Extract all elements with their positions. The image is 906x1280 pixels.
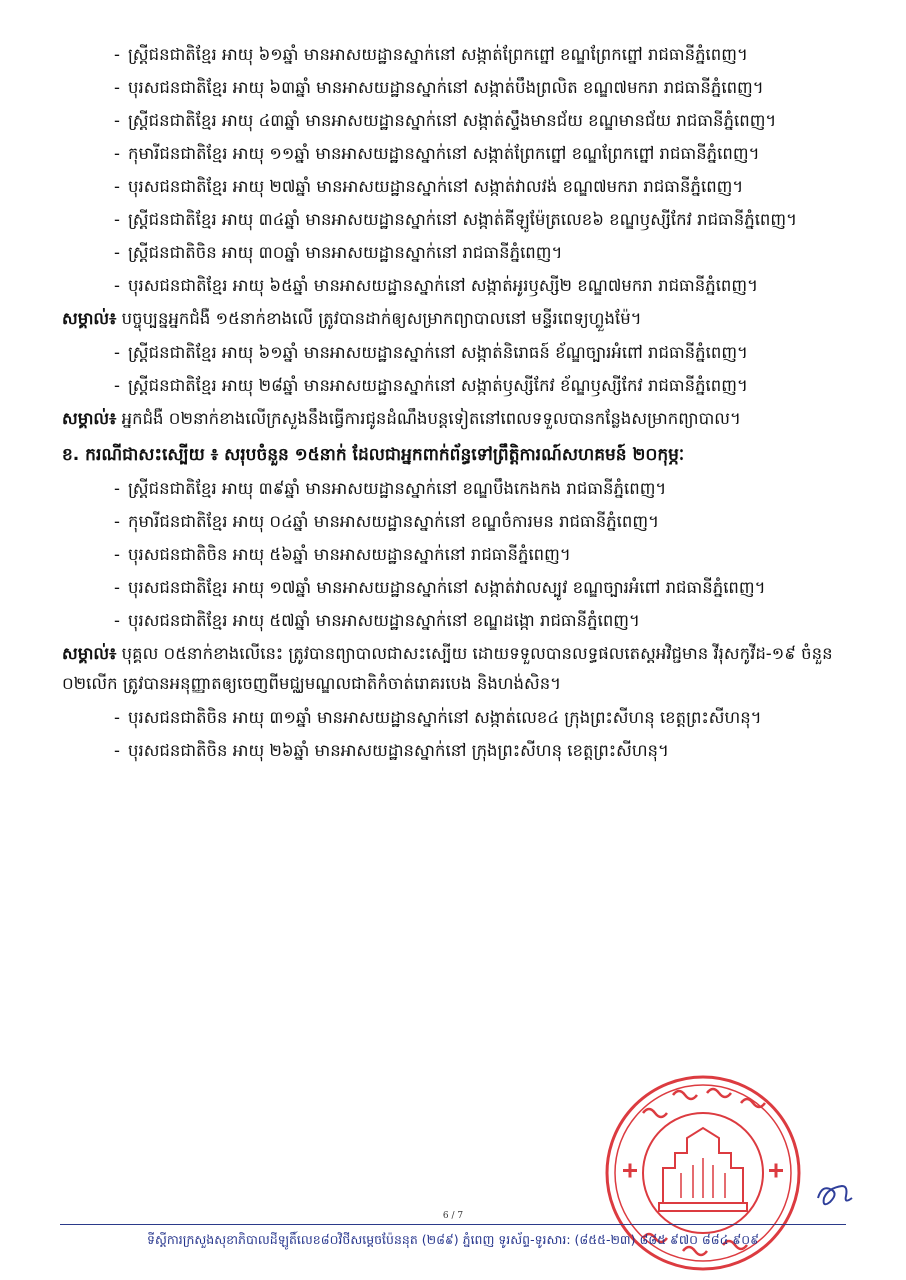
page-number: 6 / 7 [442,1211,464,1221]
list-item: - បុរសជនជាតិខ្មែរ អាយុ ១៧ឆ្នាំ មានអាសយដ្ឋានស្នាក់នៅ សង្កាត់វាលស្បូវ ខណ្ឌច្បារអំពៅ រាជធានីភ្នំពេញ។ [114,578,766,597]
list-item-text: ស្ត្រីជនជាតិខ្មែរ អាយុ ៦១ឆ្នាំ មានអាសយដ្ឋានស្នាក់នៅ សង្កាត់ព្រែកព្នៅ ខណ្ឌព្រែកព្នៅ រាជធានីភ្នំពេញ។ [128,45,748,64]
note-paragraph [62,304,852,334]
signature [810,1178,860,1213]
list-item: - ស្ត្រីជនជាតិខ្មែរ អាយុ ៣៩ឆ្នាំ មានអាសយដ្ឋានស្នាក់នៅ ខណ្ឌបឹងកេងកង រាជធានីភ្នំពេញ។ [114,479,667,498]
list-item-text: បុរសជនជាតិខ្មែរ អាយុ ៦៥ឆ្នាំ មានអាសយដ្ឋានស្នាក់នៅ សង្កាត់អូរឫស្សី២ ខណ្ឌ៧មករា រាជធានីភ្នំពេញ។ [128,276,758,295]
list-item: - ស្ត្រីជនជាតិខ្មែរ អាយុ ២៨ឆ្នាំ មានអាសយដ្ឋានស្នាក់នៅ សង្កាត់ឫស្សីកែវ ខ័ណ្ឌឫស្សីកែវ រាជធានីភ្នំពេញ។ [114,376,748,395]
note-text: បុគ្គល ០៥នាក់ខាងលើនេះ ត្រូវបានព្យាបាលជាសះស្បើយ ដោយទទួលបានលទ្ធផលតេស្តអវិជ្ជមាន វីរុសកូវីដ-១៩ ចំនួន ០២លើក ត្រូវបានអនុញ្ញាតឲ្យចេញពីមជ្ឈមណ្ឌលជាតិកំចាត់រោគរបេង និងហង់សិន។ [62,644,833,693]
list-item-text: បុរសជនជាតិខ្មែរ អាយុ ៦៣ឆ្នាំ មានអាសយដ្ឋានស្នាក់នៅ សង្កាត់បឹងព្រលិត ខណ្ឌ៧មករា រាជធានីភ្នំពេញ។ [128,78,764,97]
list-item: - បុរសជនជាតិចិន អាយុ ២៦ឆ្នាំ មានអាសយដ្ឋានស្នាក់នៅ ក្រុងព្រះសីហនុ ខេត្តព្រះសីហនុ។ [114,741,669,760]
document-body [62,40,852,769]
list-item: - បុរសជនជាតិចិន អាយុ ៥៦ឆ្នាំ មានអាសយដ្ឋានស្នាក់នៅ រាជធានីភ្នំពេញ។ [114,545,571,564]
list-item: - បុរសជនជាតិចិន អាយុ ៣១ឆ្នាំ មានអាសយដ្ឋានស្នាក់នៅ សង្កាត់លេខ៤ ក្រុងព្រះសីហនុ ខេត្តព្រះសីហនុ។ [114,708,762,727]
note-label: សម្គាល់៖ [62,309,117,328]
recovered-list [62,474,852,636]
case-list-b [62,338,852,401]
note-label: សម្គាល់៖ [62,409,117,428]
list-item: - បុរសជនជាតិខ្មែរ អាយុ ៦៣ឆ្នាំ មានអាសយដ្ឋានស្នាក់នៅ សង្កាត់បឹងព្រលិត ខណ្ឌ៧មករា រាជធានីភ្នំពេញ។ [114,78,764,97]
list-item-text: ស្ត្រីជនជាតិខ្មែរ អាយុ ២៨ឆ្នាំ មានអាសយដ្ឋានស្នាក់នៅ សង្កាត់ឫស្សីកែវ ខ័ណ្ឌឫស្សីកែវ រាជធានីភ្នំពេញ។ [128,376,748,395]
note-label: សម្គាល់៖ [62,644,117,663]
list-item-text: ស្ត្រីជនជាតិចិន អាយុ ៣០ឆ្នាំ មានអាសយដ្ឋានស្នាក់នៅ រាជធានីភ្នំពេញ។ [128,243,563,262]
list-item-text: ស្ត្រីជនជាតិខ្មែរ អាយុ ៣៩ឆ្នាំ មានអាសយដ្ឋានស្នាក់នៅ ខណ្ឌបឹងកេងកង រាជធានីភ្នំពេញ។ [128,479,667,498]
list-item-text: បុរសជនជាតិខ្មែរ អាយុ ៥៧ឆ្នាំ មានអាសយដ្ឋានស្នាក់នៅ ខណ្ឌដង្កោ រាជធានីភ្នំពេញ។ [128,611,640,630]
list-item-text: ស្ត្រីជនជាតិខ្មែរ អាយុ ៣៤ឆ្នាំ មានអាសយដ្ឋានស្នាក់នៅ សង្កាត់គីឡូម៉ែត្រលេខ៦ ខណ្ឌឫស្សីកែវ រាជធានីភ្នំពេញ។ [128,210,797,229]
list-item-text: បុរសជនជាតិចិន អាយុ ២៦ឆ្នាំ មានអាសយដ្ឋានស្នាក់នៅ ក្រុងព្រះសីហនុ ខេត្តព្រះសីហនុ។ [128,741,669,760]
list-item: - ស្ត្រីជនជាតិខ្មែរ អាយុ ៦១ឆ្នាំ មានអាសយដ្ឋានស្នាក់នៅ សង្កាត់និរោធន៍ ខ័ណ្ឌច្បារអំពៅ រាជធានីភ្នំពេញ។ [114,343,748,362]
footer-address: ទីស្តីការក្រសួងសុខាភិបាលដីឡូតិ៍លេខ៨០វិថីសម្តេចប៉ែននុត (២៨៩) ភ្នំពេញ ទូរស័ព្ទ-ទូរសារ: (៨៥៥-២៣) ៨៨៥ ៩៧០ ៨៨៤ ៩០៩ [147,1232,759,1247]
list-item-text: បុរសជនជាតិចិន អាយុ ៣១ឆ្នាំ មានអាសយដ្ឋានស្នាក់នៅ សង្កាត់លេខ៤ ក្រុងព្រះសីហនុ ខេត្តព្រះសីហនុ។ [128,708,762,727]
list-item-text: បុរសជនជាតិចិន អាយុ ៥៦ឆ្នាំ មានអាសយដ្ឋានស្នាក់នៅ រាជធានីភ្នំពេញ។ [128,545,571,564]
list-item: - បុរសជនជាតិខ្មែរ អាយុ ២៧ឆ្នាំ មានអាសយដ្ឋានស្នាក់នៅ សង្កាត់វាលវង់ ខណ្ឌ៧មករា រាជធានីភ្នំពេញ។ [114,177,744,196]
note-text: បច្ចុប្បន្នអ្នកជំងឺ ១៥នាក់ខាងលើ ត្រូវបានដាក់ឲ្យសម្រាកព្យាបាលនៅ មន្ទីរពេទ្យហ្លួងម៉ែ។ [121,309,642,328]
list-item: - ស្ត្រីជនជាតិខ្មែរ អាយុ ៣៤ឆ្នាំ មានអាសយដ្ឋានស្នាក់នៅ សង្កាត់គីឡូម៉ែត្រលេខ៦ ខណ្ឌឫស្សីកែវ រាជធានីភ្នំពេញ។ [114,210,797,229]
case-list-a [62,40,852,301]
list-item: - កុមារីជនជាតិខ្មែរ អាយុ ១១ឆ្នាំ មានអាសយដ្ឋានស្នាក់នៅ សង្កាត់ព្រែកព្នៅ ខណ្ឌព្រែកព្នៅ រាជធានីភ្នំពេញ។ [114,144,760,163]
list-item-text: បុរសជនជាតិខ្មែរ អាយុ ២៧ឆ្នាំ មានអាសយដ្ឋានស្នាក់នៅ សង្កាត់វាលវង់ ខណ្ឌ៧មករា រាជធានីភ្នំពេញ។ [128,177,744,196]
list-item: - ស្ត្រីជនជាតិខ្មែរ អាយុ ៤៣ឆ្នាំ មានអាសយដ្ឋានស្នាក់នៅ សង្កាត់ស្ទឹងមានជ័យ ខណ្ឌមានជ័យ រាជធានីភ្នំពេញ។ [114,111,777,130]
note-text: អ្នកជំងឺ ០២នាក់ខាងលើក្រសួងនឹងធ្វើការជូនដំណឹងបន្តទៀតនៅពេលទទួលបានកន្លែងសម្រាកព្យាបាល។ [121,409,741,428]
note-paragraph [62,404,852,434]
list-item-text: កុមារីជនជាតិខ្មែរ អាយុ ០៤ឆ្នាំ មានអាសយដ្ឋានស្នាក់នៅ ខណ្ឌចំការមន រាជធានីភ្នំពេញ។ [128,512,659,531]
recovered-list-2 [62,703,852,766]
section-heading: ខ. ករណីជាសះស្បើយ ៖ សរុបចំនួន ១៥នាក់ ដែលជាអ្នកពាក់ព័ន្ធទៅព្រឹត្តិការណ៍សហគមន៍ ២០កុម្ភៈ [62,445,685,465]
note-paragraph [62,639,852,699]
list-item-text: ស្ត្រីជនជាតិខ្មែរ អាយុ ៦១ឆ្នាំ មានអាសយដ្ឋានស្នាក់នៅ សង្កាត់និរោធន៍ ខ័ណ្ឌច្បារអំពៅ រាជធានីភ្នំពេញ។ [128,343,748,362]
footer-divider [60,1224,846,1225]
list-item: - បុរសជនជាតិខ្មែរ អាយុ ៥៧ឆ្នាំ មានអាសយដ្ឋានស្នាក់នៅ ខណ្ឌដង្កោ រាជធានីភ្នំពេញ។ [114,611,640,630]
list-item: - ស្ត្រីជនជាតិខ្មែរ អាយុ ៦១ឆ្នាំ មានអាសយដ្ឋានស្នាក់នៅ សង្កាត់ព្រែកព្នៅ ខណ្ឌព្រែកព្នៅ រាជធានីភ្នំពេញ។ [114,45,748,64]
list-item: - ស្ត្រីជនជាតិចិន អាយុ ៣០ឆ្នាំ មានអាសយដ្ឋានស្នាក់នៅ រាជធានីភ្នំពេញ។ [114,243,563,262]
list-item-text: ស្ត្រីជនជាតិខ្មែរ អាយុ ៤៣ឆ្នាំ មានអាសយដ្ឋានស្នាក់នៅ សង្កាត់ស្ទឹងមានជ័យ ខណ្ឌមានជ័យ រាជធានីភ្នំពេញ។ [128,111,777,130]
list-item-text: បុរសជនជាតិខ្មែរ អាយុ ១៧ឆ្នាំ មានអាសយដ្ឋានស្នាក់នៅ សង្កាត់វាលស្បូវ ខណ្ឌច្បារអំពៅ រាជធានីភ្នំពេញ។ [128,578,766,597]
list-item-text: កុមារីជនជាតិខ្មែរ អាយុ ១១ឆ្នាំ មានអាសយដ្ឋានស្នាក់នៅ សង្កាត់ព្រែកព្នៅ ខណ្ឌព្រែកព្នៅ រាជធានីភ្នំពេញ។ [128,144,760,163]
list-item: - កុមារីជនជាតិខ្មែរ អាយុ ០៤ឆ្នាំ មានអាសយដ្ឋានស្នាក់នៅ ខណ្ឌចំការមន រាជធានីភ្នំពេញ។ [114,512,659,531]
list-item: - បុរសជនជាតិខ្មែរ អាយុ ៦៥ឆ្នាំ មានអាសយដ្ឋានស្នាក់នៅ សង្កាត់អូរឫស្សី២ ខណ្ឌ៧មករា រាជធានីភ្នំពេញ។ [114,276,758,295]
